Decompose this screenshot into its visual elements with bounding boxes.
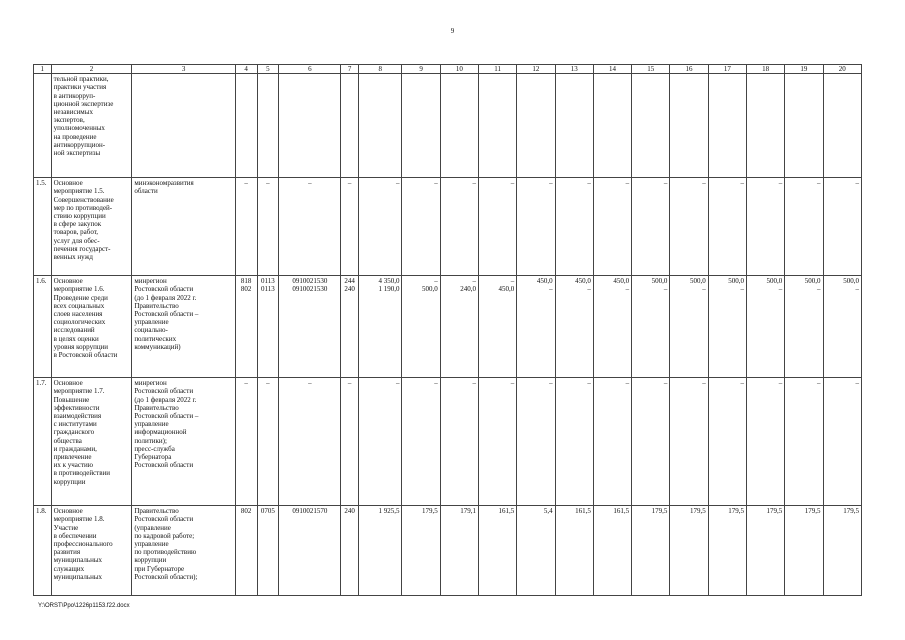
table-cell: –: [746, 378, 784, 506]
table-cell: Основное мероприятие 1.7. Повышение эффективности взаимодействия с институтами гражданского общества и гражданами, привлечение их к участию в противодействии коррупции: [51, 378, 132, 506]
table-cell: 450,0 –: [517, 276, 555, 378]
column-header: 5: [257, 65, 279, 74]
column-header: 18: [746, 65, 784, 74]
column-header: 2: [51, 65, 132, 74]
table-cell: 500,0 –: [823, 276, 861, 378]
table-cell: 179,5: [785, 506, 823, 596]
table-cell: –: [402, 178, 440, 276]
table-cell: Основное мероприятие 1.5. Совершенствование мер по противодей- ствию коррупции в сфере закупок товаров, работ, услуг для обес- печения государст- венных нужд: [51, 178, 132, 276]
page-cut: [0, 596, 905, 604]
table-cell: – 240,0: [440, 276, 478, 378]
table-cell: тельной практики, практики участия в антикорруп- ционной экспертизе независимых экспертов, уполномоченных на проведение антикоррупцион- ной экспертизы: [51, 74, 132, 178]
table-cell: –: [279, 378, 341, 506]
column-header: 15: [632, 65, 670, 74]
table-cell: 1.6.: [34, 276, 52, 378]
table-cell: 500,0 –: [746, 276, 784, 378]
table-cell: 802: [235, 506, 257, 596]
table-cell: –: [517, 378, 555, 506]
table-cell: –: [235, 378, 257, 506]
table-cell: –: [708, 378, 746, 506]
column-header: 11: [479, 65, 517, 74]
column-header: 9: [402, 65, 440, 74]
table-cell: –: [785, 178, 823, 276]
table-cell: [479, 74, 517, 178]
table-row: [34, 74, 862, 178]
table-cell: [358, 74, 401, 178]
table-row: [34, 506, 862, 596]
table-cell: 4 350,0 1 190,0: [358, 276, 401, 378]
budget-table: [33, 64, 862, 596]
table-cell: 0705: [257, 506, 279, 596]
table-cell: –: [358, 378, 401, 506]
table-row: [34, 178, 862, 276]
table-cell: Основное мероприятие 1.6. Проведение среди всех социальных слоев населения социологических исследований в целях оценки уровня коррупции в Ростовской области: [51, 276, 132, 378]
table-cell: –: [341, 378, 359, 506]
table-cell: –: [555, 178, 593, 276]
table-cell: [746, 74, 784, 178]
table-cell: –: [555, 378, 593, 506]
column-header: 17: [708, 65, 746, 74]
table-cell: –: [358, 178, 401, 276]
column-header: 8: [358, 65, 401, 74]
table-cell: 161,5: [593, 506, 631, 596]
table-cell: [257, 74, 279, 178]
table-cell: –: [823, 378, 861, 506]
table-cell: – 450,0: [479, 276, 517, 378]
table-cell: [341, 74, 359, 178]
table-cell: 450,0 –: [555, 276, 593, 378]
table-cell: –: [341, 178, 359, 276]
table-cell: –: [746, 178, 784, 276]
table-cell: –: [593, 178, 631, 276]
table-cell: 0113 0113: [257, 276, 279, 378]
table-cell: 1 925,5: [358, 506, 401, 596]
table-cell: 5,4: [517, 506, 555, 596]
table-row: [34, 378, 862, 506]
table-cell: 161,5: [555, 506, 593, 596]
table-cell: [593, 74, 631, 178]
table-cell: –: [235, 178, 257, 276]
table-cell: 0910021570: [279, 506, 341, 596]
column-header: 14: [593, 65, 631, 74]
table-cell: –: [785, 378, 823, 506]
table-cell: –: [402, 378, 440, 506]
column-header: 16: [670, 65, 708, 74]
column-header: 1: [34, 65, 52, 74]
table-cell: –: [479, 178, 517, 276]
table-cell: 500,0 –: [785, 276, 823, 378]
table-cell: [555, 74, 593, 178]
table-cell: 500,0 –: [632, 276, 670, 378]
table-cell: –: [708, 178, 746, 276]
table-cell: [823, 74, 861, 178]
table-row: [34, 276, 862, 378]
table-cell: [402, 74, 440, 178]
table-cell: –: [479, 378, 517, 506]
file-path-footer: Y:\ORST\Ppo\1226p1153.f22.docx: [38, 603, 130, 609]
table-cell: – 500,0: [402, 276, 440, 378]
table-cell: 179,5: [632, 506, 670, 596]
header-row: [34, 65, 862, 74]
table-cell: 1.7.: [34, 378, 52, 506]
column-header: 4: [235, 65, 257, 74]
table-cell: –: [279, 178, 341, 276]
table-cell: –: [670, 378, 708, 506]
table-cell: 179,5: [823, 506, 861, 596]
table-cell: [517, 74, 555, 178]
table-cell: минэкономразвития области: [132, 178, 236, 276]
table-cell: [132, 74, 236, 178]
table-cell: 1.8.: [34, 506, 52, 596]
table-cell: –: [632, 378, 670, 506]
table-cell: 179,1: [440, 506, 478, 596]
table-cell: [279, 74, 341, 178]
table-cell: 450,0 –: [593, 276, 631, 378]
table-cell: 179,5: [402, 506, 440, 596]
table-cell: минрегион Ростовской области (до 1 февраля 2022 г. Правительство Ростовской области – управление информационной политики); пресс-служба Губернатора Ростовской области: [132, 378, 236, 506]
page-number: 9: [450, 27, 455, 35]
table-cell: Основное мероприятие 1.8. Участие в обеспечении профессионального развития муниципальных служащих муниципальных: [51, 506, 132, 596]
table-cell: минрегион Ростовской области (до 1 февраля 2022 г. Правительство Ростовской области – управление социально- политических коммуникаций): [132, 276, 236, 378]
table-cell: –: [823, 178, 861, 276]
table-cell: –: [257, 378, 279, 506]
table-cell: 500,0 –: [670, 276, 708, 378]
table-cell: –: [517, 178, 555, 276]
table-cell: 179,5: [746, 506, 784, 596]
table-cell: 161,5: [479, 506, 517, 596]
table-cell: [632, 74, 670, 178]
table-cell: [34, 74, 52, 178]
column-header: 20: [823, 65, 861, 74]
table-cell: 818 802: [235, 276, 257, 378]
table-cell: 179,5: [670, 506, 708, 596]
table-cell: 1.5.: [34, 178, 52, 276]
table-cell: [670, 74, 708, 178]
column-header: 10: [440, 65, 478, 74]
table-cell: [708, 74, 746, 178]
table-cell: [235, 74, 257, 178]
column-header: 7: [341, 65, 359, 74]
table-cell: –: [257, 178, 279, 276]
table-cell: –: [593, 378, 631, 506]
table-cell: 244 240: [341, 276, 359, 378]
table-cell: [785, 74, 823, 178]
column-header: 13: [555, 65, 593, 74]
table-cell: –: [440, 378, 478, 506]
column-header: 3: [132, 65, 236, 74]
table-cell: –: [670, 178, 708, 276]
table-cell: 240: [341, 506, 359, 596]
table-cell: [440, 74, 478, 178]
column-header: 12: [517, 65, 555, 74]
column-header: 19: [785, 65, 823, 74]
column-header: 6: [279, 65, 341, 74]
table-cell: 500,0 –: [708, 276, 746, 378]
table-cell: 0910021530 0910021530: [279, 276, 341, 378]
table-cell: 179,5: [708, 506, 746, 596]
table-cell: –: [632, 178, 670, 276]
table-cell: –: [440, 178, 478, 276]
table-cell: Правительство Ростовской области (управление по кадровой работе; управление по противодействию коррупции при Губернаторе Ростовской области);: [132, 506, 236, 596]
